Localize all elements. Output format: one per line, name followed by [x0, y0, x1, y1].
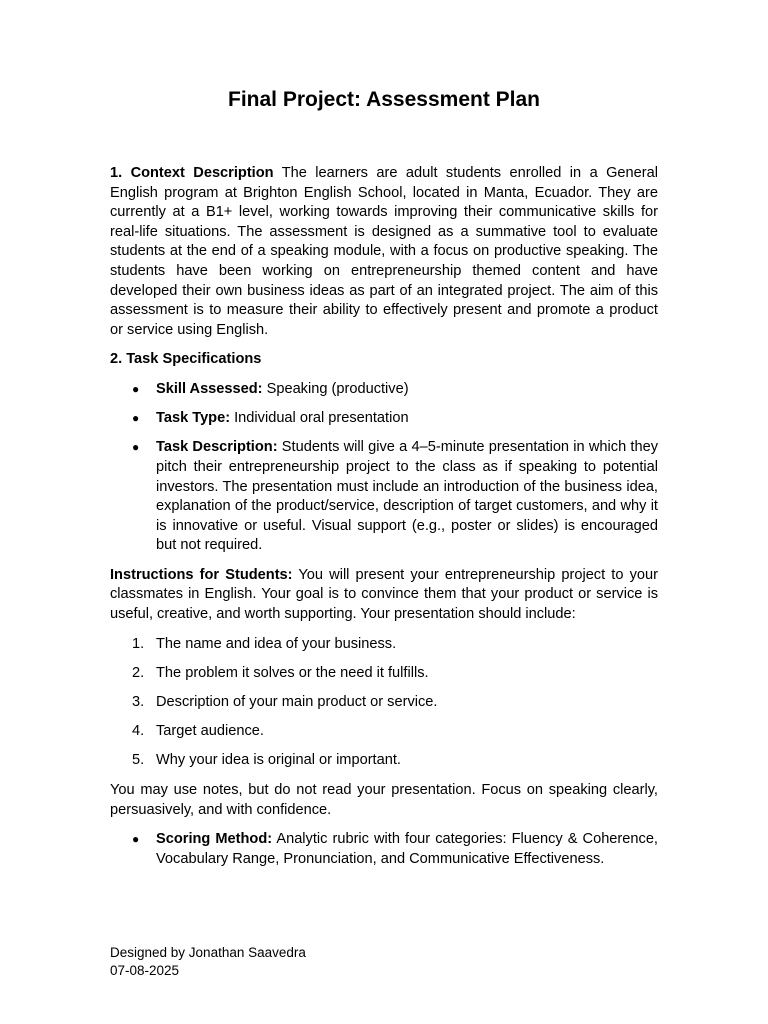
list-item [110, 664, 658, 684]
bullet-icon: ● [132, 832, 140, 847]
bullet-icon: ● [132, 381, 140, 396]
scoring-label: Scoring Method: [156, 831, 273, 848]
list-item-text: The name and idea of your business. [156, 635, 397, 652]
list-item [110, 438, 658, 556]
context-text: The learners are adult students enrolled in a General English program at Brighton English School, located in Manta, Ecuador. They are currently at a B1+ level, working towards improving their communicative skills for real-life situations. The assessment is designed as a summative tool to evaluate students at the end of a speaking module, with a focus on productive speaking. The students have been working on entrepreneurship themed content and have developed their own business ideas as part of an integrated project. The aim of this assessment is to measure their ability to effectively present and promote a product or service using English. [110, 165, 658, 338]
list-number: 2. [132, 664, 145, 681]
scoring-text: Analytic rubric with four categories: Fluency & Coherence, Vocabulary Range, Pronunciation, and Communicative Effectiveness. [156, 831, 658, 867]
list-item-text: Speaking (productive) [262, 380, 409, 397]
document-date: 07-08-2025 [110, 963, 180, 978]
list-item-label: Task Description: [156, 439, 278, 456]
instructions-label: Instructions for Students: [110, 566, 293, 583]
scoring-list [110, 830, 658, 869]
list-item-label: Skill Assessed: [156, 380, 263, 397]
list-item [110, 380, 658, 400]
list-number: 5. [132, 752, 145, 769]
student-instructions [110, 566, 658, 625]
presentation-requirements-list [110, 635, 658, 771]
list-number: 4. [132, 723, 145, 740]
document-footer [110, 944, 306, 980]
list-item-text: Why your idea is original or important. [156, 752, 401, 769]
list-item [110, 722, 658, 742]
instructions-closing: You may use notes, but do not read your presentation. Focus on speaking clearly, persuasively, and with confidence. [110, 782, 658, 818]
list-item-text: Target audience. [156, 723, 264, 740]
instructions-text: You will present your entrepreneurship project to your classmates in English. Your goal is to convince them that your product or service is useful, creative, and worth supporting. Your presentation should include: [110, 566, 658, 623]
task-specifications-list [110, 380, 658, 556]
author-credit: Designed by Jonathan Saavedra [110, 945, 306, 960]
list-item-text: Individual oral presentation [230, 410, 409, 427]
list-number: 3. [132, 694, 145, 711]
list-item [110, 635, 658, 655]
bullet-icon: ● [132, 440, 140, 455]
list-number: 1. [132, 635, 145, 652]
list-item [110, 751, 658, 771]
list-item [110, 693, 658, 713]
task-specifications-heading: 2. Task Specifications [110, 351, 262, 368]
list-item [110, 830, 658, 869]
list-item-text: The problem it solves or the need it fulfills. [156, 664, 429, 681]
context-description [110, 164, 658, 340]
list-item-text: Students will give a 4–5-minute presentation in which they pitch their entrepreneurship project to the class as if speaking to potential investors. The presentation must include an introduction of the business idea, explanation of the product/service, description of target customers, and why it is innovative or useful. Visual support (e.g., poster or slides) is encouraged but not required. [156, 439, 659, 554]
context-heading: 1. Context Description [110, 165, 274, 181]
list-item [110, 409, 658, 429]
list-item-text: Description of your main product or service. [156, 694, 438, 711]
list-item-label: Task Type: [156, 410, 231, 427]
bullet-icon: ● [132, 411, 140, 426]
document-title: Final Project: Assessment Plan [228, 88, 540, 111]
